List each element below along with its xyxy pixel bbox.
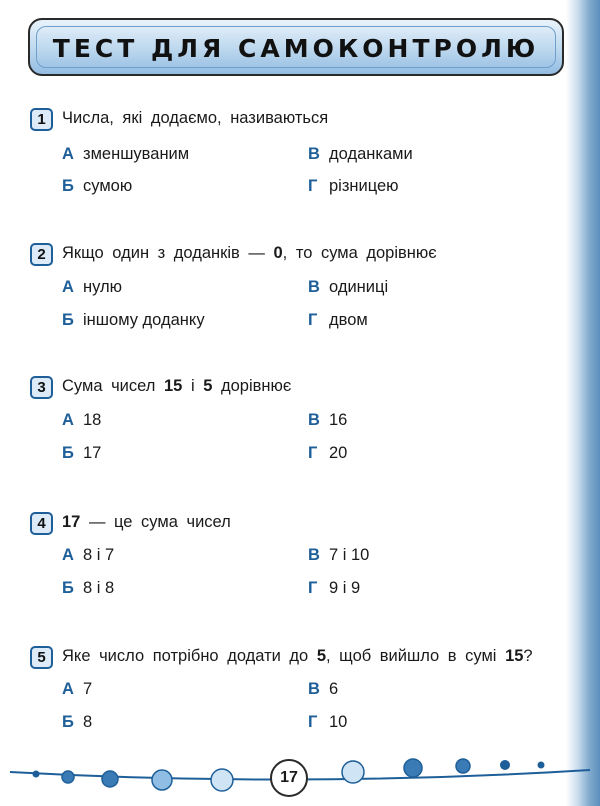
option-b[interactable]: Б 8 і 8 <box>62 579 115 597</box>
option-g[interactable]: Г двом <box>308 311 368 329</box>
option-b[interactable]: Б сумою <box>62 177 133 195</box>
bead-icon <box>500 760 510 770</box>
bead-icon <box>62 771 74 783</box>
question-4 <box>30 512 570 597</box>
question-text: Якщо один з доданків — 0, то сума дорівнює <box>62 244 437 262</box>
page-title: ТЕСТ ДЛЯ САМОКОНТРОЛЮ <box>52 34 540 63</box>
question-text: Числа, які додаємо, називаються <box>62 109 329 127</box>
option-a[interactable]: А 7 <box>62 680 93 698</box>
question-number-badge: 1 <box>30 108 53 131</box>
option-b[interactable]: Б 8 <box>62 713 93 731</box>
question-3 <box>30 376 570 462</box>
option-v[interactable]: В 6 <box>308 680 339 698</box>
question-2 <box>30 243 570 329</box>
option-v[interactable]: В 16 <box>308 411 348 429</box>
question-number-badge: 3 <box>30 376 53 399</box>
question-text: Яке число потрібно додати до 5, щоб вийшло в сумі 15? <box>62 647 533 665</box>
option-a[interactable]: А 8 і 7 <box>62 546 115 564</box>
option-g[interactable]: Г 20 <box>308 444 348 462</box>
question-number-badge: 4 <box>30 512 53 535</box>
option-g[interactable]: Г 9 і 9 <box>308 579 361 597</box>
option-b[interactable]: Б 17 <box>62 444 102 462</box>
option-v[interactable]: В 7 і 10 <box>308 546 370 564</box>
option-b[interactable]: Б іншому доданку <box>62 311 205 329</box>
bead-icon <box>33 771 40 778</box>
bead-icon <box>152 770 172 790</box>
option-g[interactable]: Г 10 <box>308 713 348 731</box>
bead-icon <box>211 769 233 791</box>
option-g[interactable]: Г різницею <box>308 177 399 195</box>
page-edge-shadow <box>566 0 600 806</box>
option-a[interactable]: А 18 <box>62 411 102 429</box>
question-5 <box>30 646 570 731</box>
option-a[interactable]: А нулю <box>62 278 123 296</box>
question-text: 17 — це сума чисел <box>62 513 231 531</box>
option-v[interactable]: В одиниці <box>308 278 389 296</box>
bead-icon <box>342 761 364 783</box>
option-v[interactable]: В доданками <box>308 145 413 163</box>
option-a[interactable]: А зменшуваним <box>62 145 190 163</box>
question-1 <box>30 108 570 195</box>
bead-icon <box>538 762 545 769</box>
page-footer <box>0 740 600 806</box>
bead-icon <box>456 759 470 773</box>
question-text: Сума чисел 15 і 5 дорівнює <box>62 377 292 395</box>
title-banner <box>28 18 564 76</box>
bead-icon <box>102 771 118 787</box>
page-number: 17 <box>270 759 308 797</box>
question-number-badge: 5 <box>30 646 53 669</box>
question-number-badge: 2 <box>30 243 53 266</box>
bead-icon <box>404 759 422 777</box>
